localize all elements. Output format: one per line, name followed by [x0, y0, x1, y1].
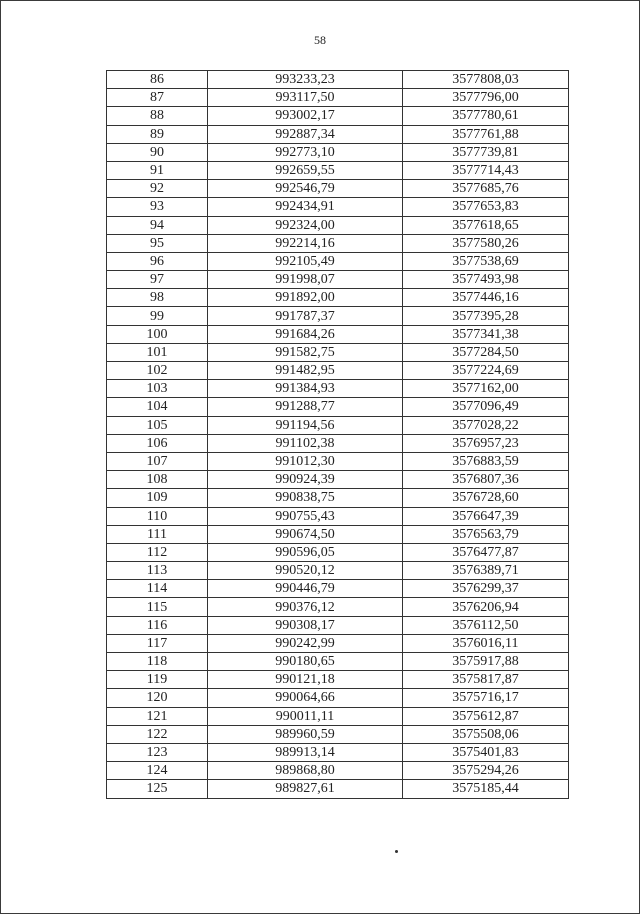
- table-row: [107, 489, 569, 507]
- table-row: [107, 234, 569, 252]
- table-row: [107, 143, 569, 161]
- y-coordinate-cell: 3576016,11: [403, 634, 569, 652]
- table-row: [107, 543, 569, 561]
- stray-dot-mark: [395, 850, 398, 853]
- y-coordinate-cell: 3577685,76: [403, 180, 569, 198]
- y-coordinate-cell: 3575401,83: [403, 743, 569, 761]
- y-coordinate-cell: 3577780,61: [403, 107, 569, 125]
- coordinates-table: [106, 70, 569, 799]
- table-row: [107, 725, 569, 743]
- x-coordinate-cell: 993117,50: [208, 89, 403, 107]
- y-coordinate-cell: 3575817,87: [403, 671, 569, 689]
- y-coordinate-cell: 3577284,50: [403, 343, 569, 361]
- y-coordinate-cell: 3577808,03: [403, 71, 569, 89]
- x-coordinate-cell: 990755,43: [208, 507, 403, 525]
- point-number-cell: 120: [107, 689, 208, 707]
- y-coordinate-cell: 3577618,65: [403, 216, 569, 234]
- table-row: [107, 634, 569, 652]
- x-coordinate-cell: 991582,75: [208, 343, 403, 361]
- table-row: [107, 580, 569, 598]
- y-coordinate-cell: 3576807,36: [403, 471, 569, 489]
- y-coordinate-cell: 3577580,26: [403, 234, 569, 252]
- point-number-cell: 124: [107, 762, 208, 780]
- table-row: [107, 416, 569, 434]
- point-number-cell: 90: [107, 143, 208, 161]
- point-number-cell: 109: [107, 489, 208, 507]
- table-row: [107, 743, 569, 761]
- x-coordinate-cell: 991194,56: [208, 416, 403, 434]
- point-number-cell: 104: [107, 398, 208, 416]
- point-number-cell: 99: [107, 307, 208, 325]
- table-row: [107, 434, 569, 452]
- point-number-cell: 113: [107, 562, 208, 580]
- point-number-cell: 86: [107, 71, 208, 89]
- x-coordinate-cell: 991998,07: [208, 271, 403, 289]
- table-row: [107, 216, 569, 234]
- x-coordinate-cell: 992214,16: [208, 234, 403, 252]
- x-coordinate-cell: 991288,77: [208, 398, 403, 416]
- table-row: [107, 180, 569, 198]
- point-number-cell: 88: [107, 107, 208, 125]
- x-coordinate-cell: 991787,37: [208, 307, 403, 325]
- y-coordinate-cell: 3577096,49: [403, 398, 569, 416]
- point-number-cell: 103: [107, 380, 208, 398]
- point-number-cell: 93: [107, 198, 208, 216]
- point-number-cell: 92: [107, 180, 208, 198]
- x-coordinate-cell: 989827,61: [208, 780, 403, 798]
- y-coordinate-cell: 3575917,88: [403, 653, 569, 671]
- y-coordinate-cell: 3577224,69: [403, 362, 569, 380]
- x-coordinate-cell: 990596,05: [208, 543, 403, 561]
- y-coordinate-cell: 3576389,71: [403, 562, 569, 580]
- point-number-cell: 97: [107, 271, 208, 289]
- y-coordinate-cell: 3577739,81: [403, 143, 569, 161]
- x-coordinate-cell: 990011,11: [208, 707, 403, 725]
- point-number-cell: 102: [107, 362, 208, 380]
- x-coordinate-cell: 990308,17: [208, 616, 403, 634]
- y-coordinate-cell: 3576477,87: [403, 543, 569, 561]
- table-row: [107, 252, 569, 270]
- x-coordinate-cell: 991012,30: [208, 452, 403, 470]
- page-number: 58: [314, 33, 326, 47]
- table-row: [107, 289, 569, 307]
- point-number-cell: 114: [107, 580, 208, 598]
- x-coordinate-cell: 993233,23: [208, 71, 403, 89]
- table-row: [107, 598, 569, 616]
- table-row: [107, 398, 569, 416]
- point-number-cell: 112: [107, 543, 208, 561]
- table-row: [107, 653, 569, 671]
- x-coordinate-cell: 990121,18: [208, 671, 403, 689]
- table-row: [107, 471, 569, 489]
- x-coordinate-cell: 990446,79: [208, 580, 403, 598]
- point-number-cell: 101: [107, 343, 208, 361]
- x-coordinate-cell: 992546,79: [208, 180, 403, 198]
- table-row: [107, 671, 569, 689]
- x-coordinate-cell: 990838,75: [208, 489, 403, 507]
- point-number-cell: 95: [107, 234, 208, 252]
- y-coordinate-cell: 3577538,69: [403, 252, 569, 270]
- table-row: [107, 271, 569, 289]
- y-coordinate-cell: 3575294,26: [403, 762, 569, 780]
- y-coordinate-cell: 3576883,59: [403, 452, 569, 470]
- y-coordinate-cell: 3575716,17: [403, 689, 569, 707]
- y-coordinate-cell: 3577653,83: [403, 198, 569, 216]
- y-coordinate-cell: 3576728,60: [403, 489, 569, 507]
- y-coordinate-cell: 3577761,88: [403, 125, 569, 143]
- table-row: [107, 343, 569, 361]
- point-number-cell: 111: [107, 525, 208, 543]
- x-coordinate-cell: 990180,65: [208, 653, 403, 671]
- point-number-cell: 121: [107, 707, 208, 725]
- point-number-cell: 110: [107, 507, 208, 525]
- point-number-cell: 98: [107, 289, 208, 307]
- y-coordinate-cell: 3577028,22: [403, 416, 569, 434]
- table-row: [107, 525, 569, 543]
- y-coordinate-cell: 3577162,00: [403, 380, 569, 398]
- table-row: [107, 452, 569, 470]
- point-number-cell: 94: [107, 216, 208, 234]
- x-coordinate-cell: 992434,91: [208, 198, 403, 216]
- table-row: [107, 762, 569, 780]
- y-coordinate-cell: 3576112,50: [403, 616, 569, 634]
- point-number-cell: 106: [107, 434, 208, 452]
- y-coordinate-cell: 3575612,87: [403, 707, 569, 725]
- x-coordinate-cell: 989960,59: [208, 725, 403, 743]
- point-number-cell: 108: [107, 471, 208, 489]
- y-coordinate-cell: 3577796,00: [403, 89, 569, 107]
- x-coordinate-cell: 992773,10: [208, 143, 403, 161]
- y-coordinate-cell: 3576957,23: [403, 434, 569, 452]
- x-coordinate-cell: 992887,34: [208, 125, 403, 143]
- x-coordinate-cell: 990520,12: [208, 562, 403, 580]
- point-number-cell: 100: [107, 325, 208, 343]
- point-number-cell: 117: [107, 634, 208, 652]
- y-coordinate-cell: 3577714,43: [403, 161, 569, 179]
- y-coordinate-cell: 3577341,38: [403, 325, 569, 343]
- x-coordinate-cell: 990924,39: [208, 471, 403, 489]
- table-row: [107, 125, 569, 143]
- table-row: [107, 198, 569, 216]
- y-coordinate-cell: 3577395,28: [403, 307, 569, 325]
- point-number-cell: 118: [107, 653, 208, 671]
- x-coordinate-cell: 990064,66: [208, 689, 403, 707]
- table-row: [107, 161, 569, 179]
- point-number-cell: 89: [107, 125, 208, 143]
- point-number-cell: 122: [107, 725, 208, 743]
- point-number-cell: 119: [107, 671, 208, 689]
- point-number-cell: 91: [107, 161, 208, 179]
- table-row: [107, 107, 569, 125]
- coordinates-table-body: [107, 71, 569, 799]
- table-row: [107, 780, 569, 798]
- x-coordinate-cell: 990674,50: [208, 525, 403, 543]
- point-number-cell: 123: [107, 743, 208, 761]
- table-row: [107, 707, 569, 725]
- y-coordinate-cell: 3577446,16: [403, 289, 569, 307]
- table-row: [107, 89, 569, 107]
- point-number-cell: 105: [107, 416, 208, 434]
- table-row: [107, 307, 569, 325]
- y-coordinate-cell: 3577493,98: [403, 271, 569, 289]
- x-coordinate-cell: 992324,00: [208, 216, 403, 234]
- table-row: [107, 325, 569, 343]
- x-coordinate-cell: 991892,00: [208, 289, 403, 307]
- x-coordinate-cell: 991384,93: [208, 380, 403, 398]
- point-number-cell: 116: [107, 616, 208, 634]
- y-coordinate-cell: 3576299,37: [403, 580, 569, 598]
- x-coordinate-cell: 989913,14: [208, 743, 403, 761]
- table-row: [107, 562, 569, 580]
- y-coordinate-cell: 3575508,06: [403, 725, 569, 743]
- x-coordinate-cell: 992105,49: [208, 252, 403, 270]
- x-coordinate-cell: 991102,38: [208, 434, 403, 452]
- point-number-cell: 125: [107, 780, 208, 798]
- table-row: [107, 616, 569, 634]
- point-number-cell: 107: [107, 452, 208, 470]
- x-coordinate-cell: 992659,55: [208, 161, 403, 179]
- x-coordinate-cell: 989868,80: [208, 762, 403, 780]
- y-coordinate-cell: 3576206,94: [403, 598, 569, 616]
- y-coordinate-cell: 3575185,44: [403, 780, 569, 798]
- table-row: [107, 380, 569, 398]
- y-coordinate-cell: 3576647,39: [403, 507, 569, 525]
- x-coordinate-cell: 990242,99: [208, 634, 403, 652]
- table-row: [107, 507, 569, 525]
- x-coordinate-cell: 993002,17: [208, 107, 403, 125]
- table-row: [107, 689, 569, 707]
- point-number-cell: 87: [107, 89, 208, 107]
- x-coordinate-cell: 991684,26: [208, 325, 403, 343]
- table-row: [107, 71, 569, 89]
- point-number-cell: 96: [107, 252, 208, 270]
- y-coordinate-cell: 3576563,79: [403, 525, 569, 543]
- x-coordinate-cell: 990376,12: [208, 598, 403, 616]
- table-row: [107, 362, 569, 380]
- x-coordinate-cell: 991482,95: [208, 362, 403, 380]
- point-number-cell: 115: [107, 598, 208, 616]
